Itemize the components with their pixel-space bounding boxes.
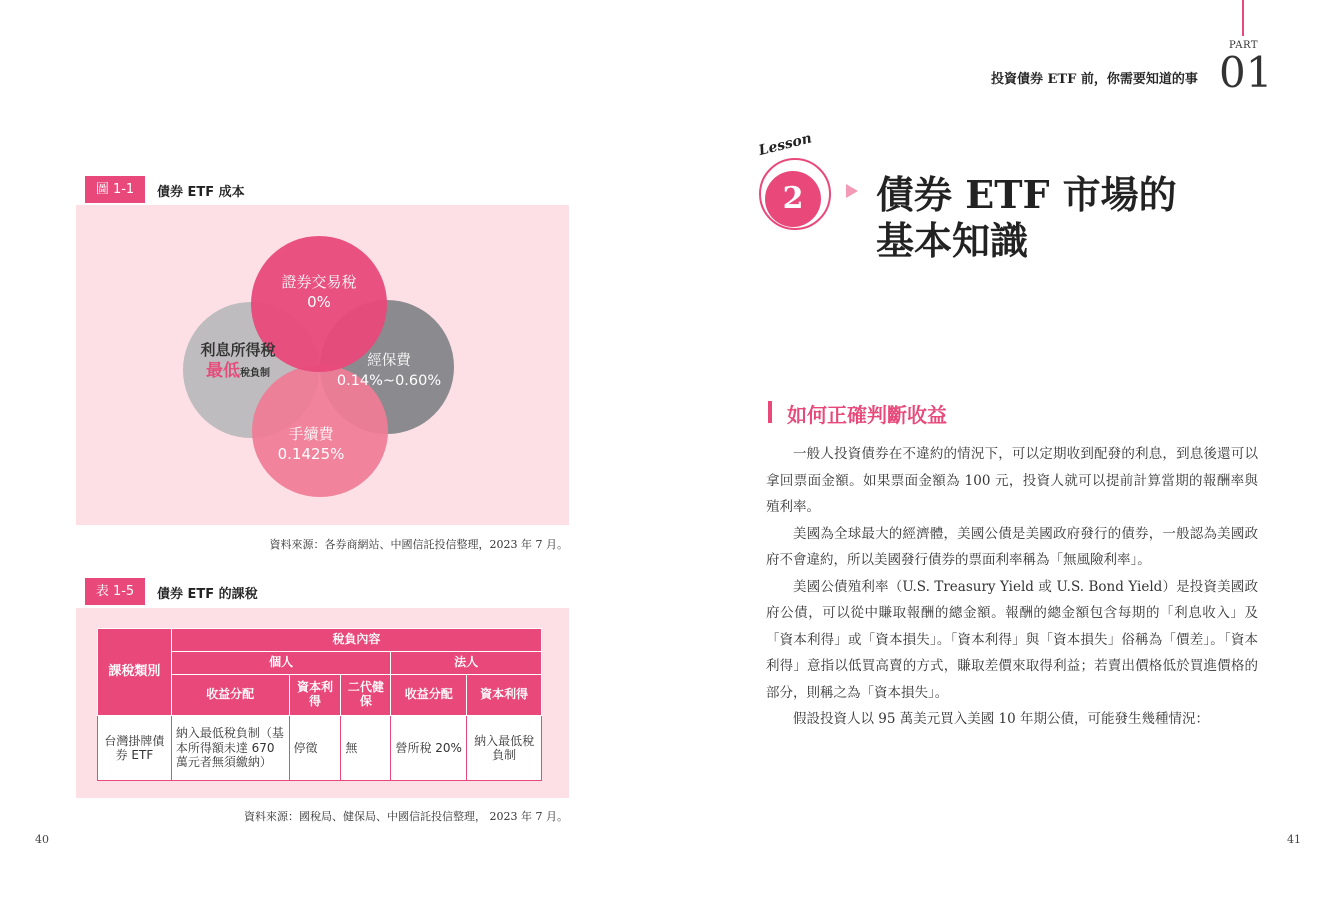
circle-left-text xyxy=(186,340,290,383)
cell-capital-gain-ind: 停徵 xyxy=(289,716,341,781)
header-income-dist-corp: 收益分配 xyxy=(391,675,467,716)
table-row xyxy=(98,716,542,781)
header-income-dist: 收益分配 xyxy=(171,675,289,716)
circle-bottom-text xyxy=(252,424,370,465)
circle-left-sub xyxy=(186,360,290,383)
circle-left-name: 利息所得稅 xyxy=(200,341,276,359)
table-label: 表 1-5 xyxy=(85,578,145,605)
paragraph: 美國為全球最大的經濟體，美國公債是美國政府發行的債券，一般認為美國政府不會違約，所以美國發行債券的票面利率稱為「無風險利率」。 xyxy=(766,525,1258,568)
cell-nhi: 無 xyxy=(341,716,391,781)
cell-income-dist: 納入最低稅負制（基本所得額未達 670 萬元者無須繳納） xyxy=(171,716,289,781)
header-nhi: 二代健保 xyxy=(341,675,391,716)
header-capital-gain-ind: 資本利得 xyxy=(289,675,341,716)
paragraph: 假設投資人以 95 萬美元買入美國 10 年期公債，可能發生幾種情況： xyxy=(793,711,1210,727)
figure-label: 圖 1-1 xyxy=(85,176,145,203)
paragraph: 美國公債殖利率（U.S. Treasury Yield 或 U.S. Bond Yield）是投資美國政府公債，可以從中賺取報酬的總金額。報酬的總金額包含每期的「利息收入」及「資本利得」或「資本損失」。「資本利得」與「資本損失」俗稱為「價差」。「資本利得」意指以低買高賣的方式，賺取差價來取得利益；若賣出價格低於買進價格的部分，則稱之為「資本損失」。 xyxy=(766,578,1258,701)
table-title: 債券 ETF 的課稅 xyxy=(157,587,258,602)
circle-top-value: 0% xyxy=(307,293,331,312)
header-individual: 個人 xyxy=(171,652,390,675)
figure-source: 資料來源：各券商網站、中國信託投信整理，2023 年 7 月。 xyxy=(269,538,568,551)
paragraph: 一般人投資債券在不違約的情況下，可以定期收到配發的利息，到息後還可以拿回票面金額。如果票面金額為 100 元，投資人就可以提前計算當期的報酬率與殖利率。 xyxy=(766,446,1258,515)
circle-top-name: 證券交易稅 xyxy=(281,273,357,291)
section-heading: 如何正確判斷收益 xyxy=(787,403,947,427)
circle-right-name: 經保費 xyxy=(367,353,411,369)
page-number-left: 40 xyxy=(35,833,49,846)
part-title: 投資債券 ETF 前，你需要知道的事 xyxy=(991,72,1198,87)
cell-category: 台灣掛牌債券 ETF xyxy=(98,716,172,781)
header-capital-gain-corp: 資本利得 xyxy=(467,675,542,716)
circle-bottom-name: 手續費 xyxy=(288,425,334,443)
circle-left-suffix: 稅負制 xyxy=(240,368,270,380)
lesson-title xyxy=(876,172,1256,263)
lesson-number: 2 xyxy=(765,171,821,227)
arrow-icon xyxy=(846,184,858,198)
figure-title: 債券 ETF 成本 xyxy=(157,185,245,200)
section-bar xyxy=(768,401,772,423)
header-tax-content: 稅負內容 xyxy=(171,629,541,652)
part-number: 01 xyxy=(1219,48,1273,97)
tax-table xyxy=(97,628,542,781)
lesson-word: Lesson xyxy=(757,130,814,159)
body-text xyxy=(766,441,1258,733)
circle-right-value: 0.14%~0.60% xyxy=(336,372,442,389)
part-word: PART xyxy=(1229,40,1259,51)
lesson-title-line2: 基本知識 xyxy=(876,217,1029,263)
lesson-title-line1: 債券 ETF 市場的 xyxy=(876,172,1177,217)
circle-right-text xyxy=(330,352,448,391)
circle-top-text xyxy=(251,272,387,313)
cell-income-dist-corp: 營所稅 20% xyxy=(391,716,467,781)
header-corporate: 法人 xyxy=(391,652,542,675)
header-category: 課稅類別 xyxy=(98,629,172,716)
part-divider xyxy=(1242,0,1244,36)
circle-left-highlight: 最低 xyxy=(206,361,240,382)
cell-capital-gain-corp: 納入最低稅負制 xyxy=(467,716,542,781)
page-number-right: 41 xyxy=(1287,833,1301,846)
table-source: 資料來源：國稅局、健保局、中國信託投信整理， 2023 年 7 月。 xyxy=(244,810,568,823)
circle-bottom-value: 0.1425% xyxy=(277,445,345,464)
